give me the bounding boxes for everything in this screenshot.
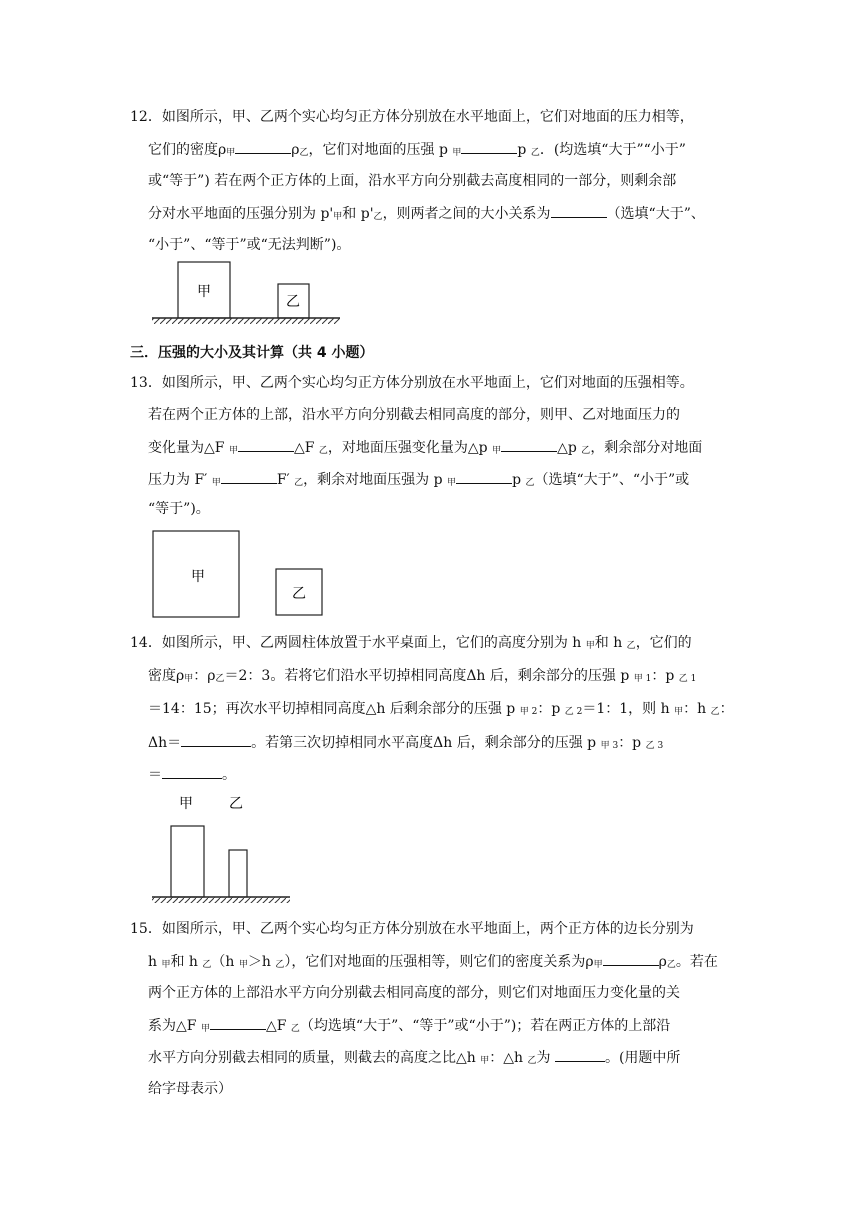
label-yi: 乙 <box>286 294 300 310</box>
label-yi: 乙 <box>229 796 243 812</box>
q13-line-4: 压力为 F′ 甲 F′ 乙，剩余对地面压强为 p 甲 p 乙（选填“大于”、“小于”或 <box>148 469 689 493</box>
q14-line-5: ＝ 。 <box>148 764 236 785</box>
section-title: 三．压强的大小及其计算（共 4 小题） <box>130 345 374 361</box>
q15-line-1: 15．如图所示，甲、乙两个实心均匀正方体分别放在水平地面上，两个正方体的边长分别为 <box>130 921 694 937</box>
answer-blank <box>181 732 251 747</box>
cylinder-jia <box>171 826 204 897</box>
q14-line-3: ＝14：15；再次水平切掉相同高度△h 后剩余部分的压强 p 甲 2：p 乙 2＝1：1，则 h 甲：h 乙： <box>148 701 734 717</box>
label-jia: 甲 <box>191 569 205 585</box>
ground-hatch <box>152 897 290 903</box>
q13-line-1: 13．如图所示，甲、乙两个实心均匀正方体分别放在水平地面上，它们对地面的压强相等。 <box>130 375 694 391</box>
answer-blank <box>456 469 512 484</box>
answer-blank <box>162 764 222 779</box>
q14-line-2: 密度ρ甲：ρ乙＝2：3。若将它们沿水平切掉相同高度Δh 后，剩余部分的压强 p 甲 1：p 乙 1 <box>148 668 697 684</box>
q13-figure <box>148 526 333 622</box>
cylinder-yi <box>229 850 247 897</box>
q15-line-2: h 甲和 h 乙（h 甲＞h 乙），它们对地面的压强相等，则它们的密度关系为ρ甲 ρ乙。若在 <box>148 951 718 975</box>
answer-blank <box>501 437 557 452</box>
ground-hatch <box>152 318 340 324</box>
q13-line-3: 变化量为△F 甲 △F 乙，对地面压强变化量为△p 甲 △p 乙，剩余部分对地面 <box>148 437 702 461</box>
label-yi: 乙 <box>292 586 306 602</box>
label-jia: 甲 <box>179 796 193 812</box>
answer-blank <box>221 469 277 484</box>
q15-line-5: 水平方向分别截去相同的质量，则截去的高度之比△h 甲：△h 乙为 。(用题中所 <box>148 1047 680 1071</box>
q12-figure <box>148 258 348 328</box>
label-jia: 甲 <box>197 284 211 300</box>
q13-line-5: “等于”)。 <box>148 501 210 517</box>
q12-line-4: 分对水平地面的压强分别为 p'甲和 p'乙，则两者之间的大小关系为 （选填“大于”、 <box>148 203 705 227</box>
answer-blank <box>461 139 517 154</box>
q12-line-5: “小于”、“等于”或“无法判断”)。 <box>148 237 351 253</box>
q12-line-3: 或“等于”) 若在两个正方体的上面，沿水平方向分别截去高度相同的一部分，则剩余部 <box>148 173 677 189</box>
q15-line-4: 系为△F 甲 △F 乙（均选填“大于”、“等于”或“小于”)；若在两正方体的上部沿 <box>148 1015 670 1039</box>
q15-line-6: 给字母表示） <box>148 1081 232 1097</box>
answer-blank <box>551 203 607 218</box>
answer-blank <box>238 437 294 452</box>
q15-line-3: 两个正方体的上部沿水平方向分别截去相同高度的部分，则它们对地面压力变化量的关 <box>148 985 680 1001</box>
q13-line-2: 若在两个正方体的上部，沿水平方向分别截去相同高度的部分，则甲、乙对地面压力的 <box>148 407 680 423</box>
answer-blank <box>555 1047 605 1062</box>
answer-blank <box>210 1015 266 1030</box>
q14-figure <box>148 790 298 905</box>
q14-line-1: 14．如图所示，甲、乙两圆柱体放置于水平桌面上，它们的高度分别为 h 甲和 h 乙，它们的 <box>130 635 692 651</box>
answer-blank <box>235 139 291 154</box>
q12-line-2: 它们的密度ρ甲 ρ乙，它们对地面的压强 p 甲 p 乙．(均选填“大于”“小于” <box>148 139 686 163</box>
q12-line-1: 12．如图所示，甲、乙两个实心均匀正方体分别放在水平地面上，它们对地面的压力相等， <box>130 109 694 125</box>
q14-line-4: Δh＝ 。若第三次切掉相同水平高度Δh 后，剩余部分的压强 p 甲 3：p 乙 3 <box>148 732 663 756</box>
answer-blank <box>603 951 659 966</box>
